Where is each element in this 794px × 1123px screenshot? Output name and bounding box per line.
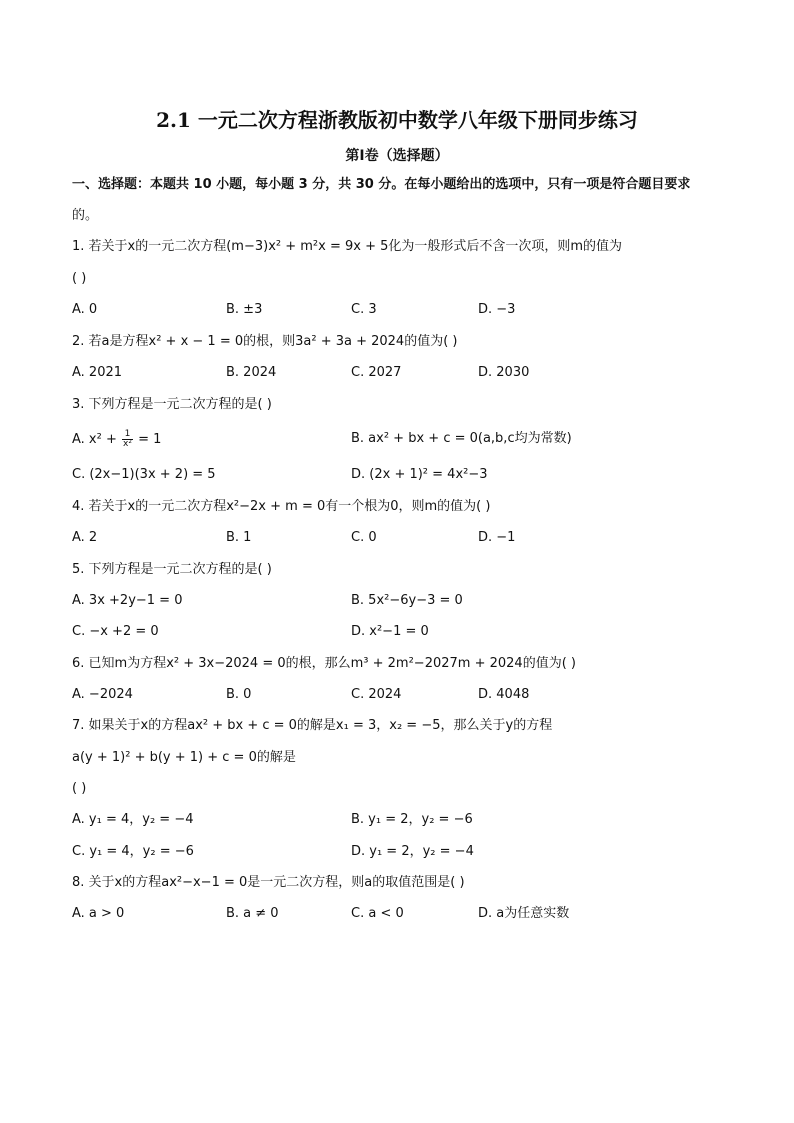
question-7-option-d: D. y₁ = 2，y₂ = −4: [351, 844, 474, 859]
question-6-option-d: D. 4048: [478, 687, 530, 702]
question-8-option-d: D. a为任意实数: [478, 906, 570, 921]
question-2-option-b: B. 2024: [226, 365, 277, 380]
question-3-option-c: C. (2x−1)(3x + 2) = 5: [72, 467, 216, 482]
question-4-option-c: C. 0: [351, 530, 377, 545]
question-3-option-a: [72, 430, 161, 449]
paper-subtitle: 第Ⅰ卷（选择题）: [345, 148, 449, 164]
question-8-option-c: C. a < 0: [351, 906, 404, 921]
question-8-option-a: A. a > 0: [72, 906, 125, 921]
question-8-option-b: B. a ≠ 0: [226, 906, 279, 921]
question-3-option-a-tail: = 1: [133, 432, 162, 447]
question-1-option-c: C. 3: [351, 302, 377, 317]
question-5-option-d: D. x²−1 = 0: [351, 624, 429, 639]
question-7-option-a: A. y₁ = 4，y₂ = −4: [72, 812, 194, 827]
question-4-option-b: B. 1: [226, 530, 252, 545]
question-3-option-d: D. (2x + 1)² = 4x²−3: [351, 467, 488, 482]
question-7-paren: ( ): [72, 781, 87, 796]
question-5-option-b: B. 5x²−6y−3 = 0: [351, 593, 463, 608]
question-2-option-d: D. 2030: [478, 365, 530, 380]
question-7-option-b: B. y₁ = 2，y₂ = −6: [351, 812, 473, 827]
question-5-option-a: A. 3x +2y−1 = 0: [72, 593, 183, 608]
question-5-stem: 5. 下列方程是一元二次方程的是( ): [72, 562, 272, 577]
question-7-stem-line2: a(y + 1)² + b(y + 1) + c = 0的解是: [72, 750, 296, 765]
question-3-option-a-text: A. x² +: [72, 432, 121, 447]
question-7-stem-line1: 7. 如果关于x的方程ax² + bx + c = 0的解是x₁ = 3，x₂ = −5，那么关于y的方程: [72, 718, 553, 733]
question-4-option-d: D. −1: [478, 530, 516, 545]
fraction: [122, 430, 133, 449]
question-7-option-c: C. y₁ = 4，y₂ = −6: [72, 844, 194, 859]
question-1-paren: ( ): [72, 271, 87, 286]
question-1-stem: 1. 若关于x的一元二次方程(m−3)x² + m²x = 9x + 5化为一般形式后不含一次项，则m的值为: [72, 239, 623, 254]
fraction-denominator: x²: [123, 439, 132, 449]
question-8-stem: 8. 关于x的方程ax²−x−1 = 0是一元二次方程，则a的取值范围是( ): [72, 875, 465, 890]
question-2-option-a: A. 2021: [72, 365, 123, 380]
question-6-option-a: A. −2024: [72, 687, 133, 702]
question-6-option-b: B. 0: [226, 687, 252, 702]
question-6-stem: 6. 已知m为方程x² + 3x−2024 = 0的根，那么m³ + 2m²−2027m + 2024的值为( ): [72, 656, 576, 671]
section-instructions-line1: 一、选择题：本题共 10 小题，每小题 3 分，共 30 分。在每小题给出的选项中，只有一项是符合题目要求: [72, 177, 691, 192]
question-3-stem: 3. 下列方程是一元二次方程的是( ): [72, 397, 272, 412]
question-1-option-a: A. 0: [72, 302, 98, 317]
question-2-option-c: C. 2027: [351, 365, 402, 380]
page-title: 2.1 一元二次方程浙教版初中数学八年级下册同步练习: [156, 108, 638, 132]
question-4-option-a: A. 2: [72, 530, 98, 545]
question-6-option-c: C. 2024: [351, 687, 402, 702]
question-5-option-c: C. −x +2 = 0: [72, 624, 159, 639]
question-3-option-b: B. ax² + bx + c = 0(a,b,c均为常数): [351, 431, 572, 446]
section-instructions-line2: 的。: [72, 208, 99, 223]
question-2-stem: 2. 若a是方程x² + x − 1 = 0的根，则3a² + 3a + 2024的值为( ): [72, 334, 458, 349]
question-1-option-b: B. ±3: [226, 302, 263, 317]
question-4-stem: 4. 若关于x的一元二次方程x²−2x + m = 0有一个根为0，则m的值为( ): [72, 499, 491, 514]
question-1-option-d: D. −3: [478, 302, 516, 317]
fraction-numerator: 1: [122, 430, 133, 440]
